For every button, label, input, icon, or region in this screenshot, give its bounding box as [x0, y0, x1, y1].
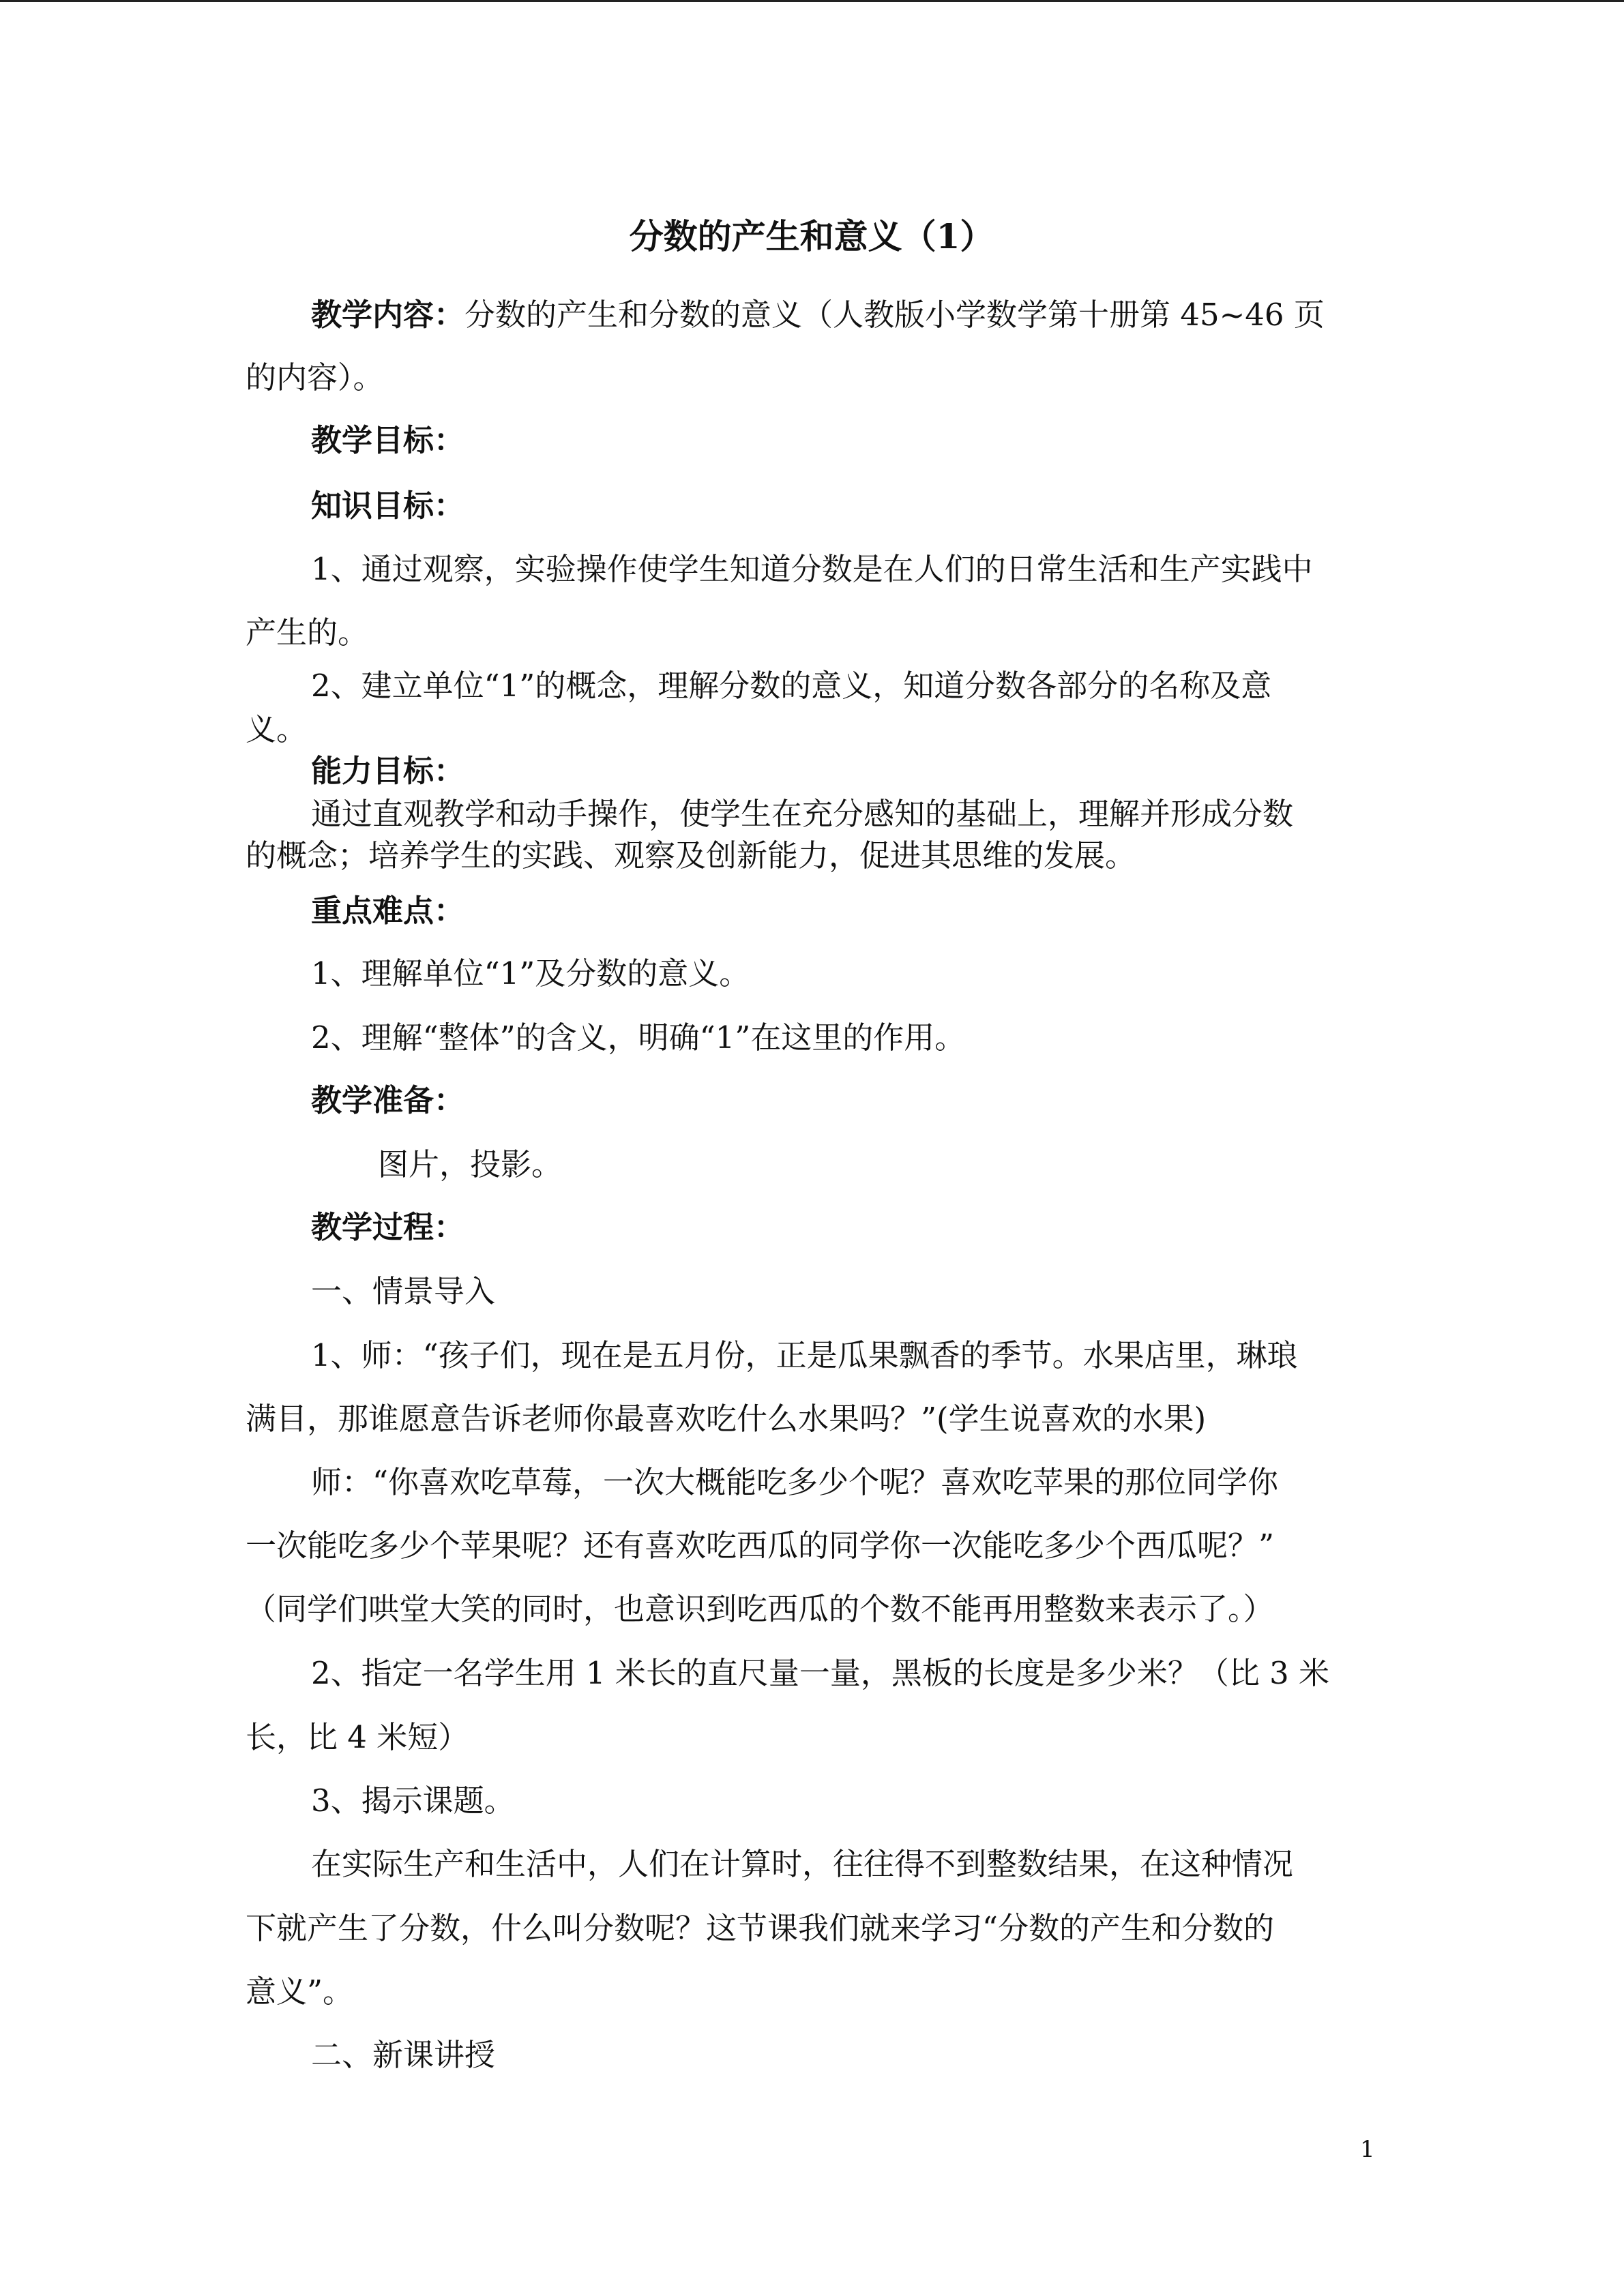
teaching-content-line2: 的内容）。	[246, 359, 384, 396]
document-title: 分数的产生和意义（1）	[629, 216, 994, 256]
teaching-content-line1	[246, 284, 1378, 346]
ability-objectives-line2: 的概念；培养学生的实践、观察及创新能力，促进其思维的发展。	[246, 837, 1136, 874]
section-2-heading: 二、新课讲授	[311, 2037, 496, 2073]
ability-objectives-line1: 通过直观教学和动手操作，使学生在充分感知的基础上，理解并形成分数	[311, 796, 1294, 832]
key-point-1: 1、理解单位“1”及分数的意义。	[311, 955, 750, 992]
knowledge-objective-2-line2: 义。	[246, 711, 308, 747]
knowledge-objective-1-line1: 1、通过观察，实验操作使学生知道分数是在人们的日常生活和生产实践中	[311, 551, 1313, 587]
key-points-heading: 重点难点：	[311, 893, 465, 929]
step-3: 3、揭示课题。	[311, 1783, 515, 1819]
teacher-dialogue-line2: 一次能吃多少个苹果呢？还有喜欢吃西瓜的同学你一次能吃多少个西瓜呢？”	[246, 1527, 1275, 1564]
preparation-text: 图片，投影。	[378, 1146, 563, 1182]
key-point-2: 2、理解“整体”的含义，明确“1”在这里的作用。	[311, 1019, 966, 1056]
reveal-line3: 意义”。	[246, 1973, 354, 2010]
reveal-line1: 在实际生产和生活中，人们在计算时，往往得不到整数结果，在这种情况	[311, 1846, 1294, 1882]
objectives-heading: 教学目标：	[311, 422, 465, 458]
teaching-content-label: 教学内容：	[311, 297, 465, 333]
step-2-line1: 2、指定一名学生用 1 米长的直尺量一量，黑板的长度是多少米？（比 3 米	[311, 1655, 1330, 1691]
step-1-line2: 满目，那谁愿意告诉老师你最喜欢吃什么水果吗？”(学生说喜欢的水果)	[246, 1401, 1207, 1437]
preparation-heading: 教学准备：	[311, 1082, 465, 1118]
page-number: 1	[1360, 2136, 1375, 2163]
ability-objectives-heading: 能力目标：	[311, 753, 465, 789]
teaching-content-text: 分数的产生和分数的意义（人教版小学数学第十册第 45~46 页	[464, 297, 1325, 333]
process-heading: 教学过程：	[311, 1209, 465, 1245]
step-1-line1: 1、师：“孩子们，现在是五月份，正是瓜果飘香的季节。水果店里，琳琅	[311, 1337, 1298, 1373]
section-1-heading: 一、情景导入	[311, 1273, 496, 1309]
teacher-dialogue-line1: 师：“你喜欢吃草莓，一次大概能吃多少个呢？喜欢吃苹果的那位同学你	[311, 1464, 1279, 1500]
knowledge-objectives-heading: 知识目标：	[311, 488, 465, 524]
step-2-line2: 长，比 4 米短）	[246, 1719, 469, 1755]
reveal-line2: 下就产生了分数，什么叫分数呢？这节课我们就来学习“分数的产生和分数的	[246, 1910, 1275, 1946]
knowledge-objective-2-line1: 2、建立单位“1”的概念，理解分数的意义，知道分数各部分的名称及意	[311, 668, 1272, 704]
teacher-dialogue-line3: （同学们哄堂大笑的同时，也意识到吃西瓜的个数不能再用整数来表示了。）	[246, 1591, 1274, 1627]
knowledge-objective-1-line2: 产生的。	[246, 614, 369, 651]
